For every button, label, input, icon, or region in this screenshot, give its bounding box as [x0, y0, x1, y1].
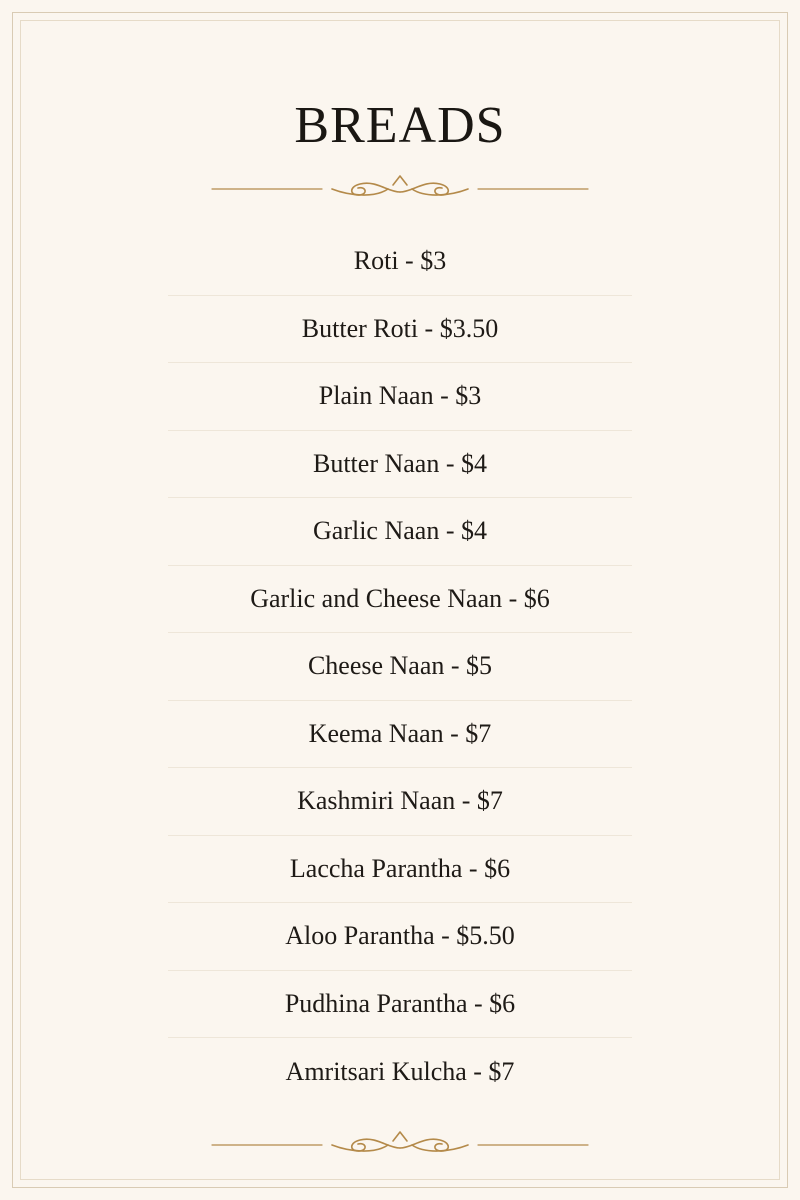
menu-item-text: Garlic Naan - $4	[313, 516, 487, 546]
menu-item	[168, 363, 632, 431]
page-title: BREADS	[294, 97, 506, 154]
menu-item-text: Garlic and Cheese Naan - $6	[250, 583, 550, 613]
menu-item-text: Aloo Parantha - $5.50	[285, 921, 515, 951]
menu-item-text: Plain Naan - $3	[318, 381, 482, 411]
bread-menu-list	[168, 228, 632, 1106]
menu-item-text: Cheese Naan - $5	[307, 651, 493, 681]
menu-item	[168, 903, 632, 971]
menu-item-text: Butter Naan - $4	[312, 448, 487, 478]
flourish-divider-icon	[200, 1128, 600, 1158]
flourish-divider-icon	[200, 172, 600, 202]
menu-item	[168, 633, 632, 701]
menu-item	[168, 296, 632, 364]
menu-item-text: Roti - $3	[353, 246, 447, 276]
menu-item-text: Butter Roti - $3.50	[301, 313, 499, 343]
menu-item	[168, 566, 632, 634]
menu-item-text: Laccha Parantha - $6	[289, 853, 511, 883]
menu-item-text: Pudhina Parantha - $6	[284, 988, 516, 1018]
menu-item	[168, 498, 632, 566]
menu-item	[168, 701, 632, 769]
menu-item-text: Keema Naan - $7	[308, 718, 492, 748]
menu-item	[168, 1038, 632, 1106]
menu-item	[168, 836, 632, 904]
menu-item-text: Amritsari Kulcha - $7	[285, 1056, 515, 1086]
menu-item	[168, 228, 632, 296]
menu-item	[168, 431, 632, 499]
menu-item-text: Kashmiri Naan - $7	[297, 786, 503, 816]
menu-item	[168, 768, 632, 836]
menu-item	[168, 971, 632, 1039]
